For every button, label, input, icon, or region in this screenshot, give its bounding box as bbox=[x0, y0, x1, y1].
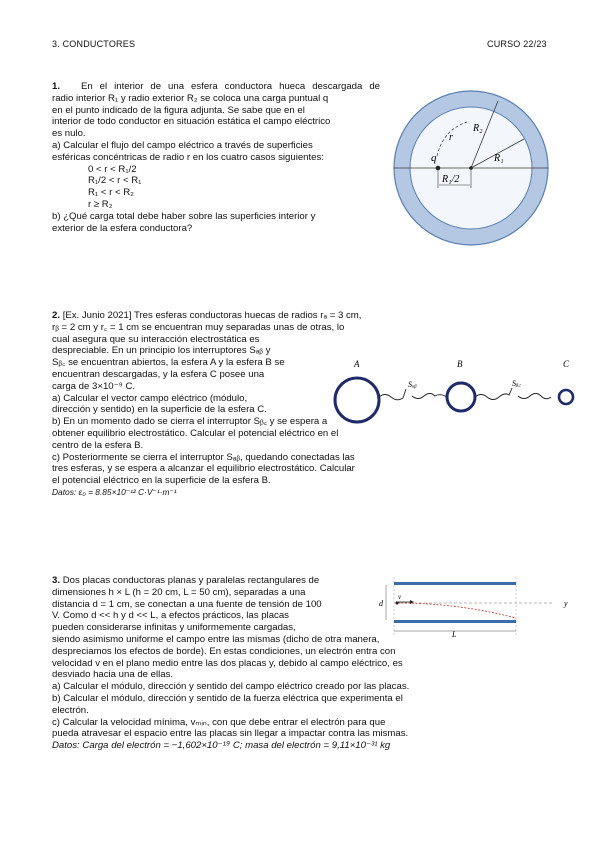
label-d: d bbox=[379, 599, 383, 608]
text-line: b) ¿Qué carga total debe haber sobre las superficies interior y bbox=[52, 210, 316, 222]
electron-trajectory bbox=[398, 603, 516, 618]
label-y: y bbox=[564, 599, 568, 608]
text-line: b) Calcular el módulo, dirección y sentido de la fuerza eléctrica que experimenta el bbox=[52, 692, 403, 704]
text-line: c) Posteriormente se cierra el interruptor Sₐᵦ, quedando conectadas las bbox=[52, 451, 355, 463]
text-line: interior de todo conductor en situación estática el campo eléctrico bbox=[52, 116, 331, 128]
label-r1: R₁ bbox=[494, 153, 504, 164]
datos-line: Datos: Carga del electrón = −1,602×10⁻¹⁹ C; masa del electrón = 9,11×10⁻³¹ kg bbox=[52, 740, 391, 752]
label-v: v bbox=[398, 593, 402, 601]
problem-number: 2. bbox=[52, 310, 61, 321]
course-label: CURSO 22/23 bbox=[487, 39, 547, 49]
label-l: L bbox=[452, 630, 457, 639]
text-line: tres esferas, y se espera a alcanzar el equilibrio electrostático. Calcular bbox=[52, 463, 355, 475]
problem-2-side-text bbox=[52, 334, 318, 417]
text-line: a) Calcular el vector campo eléctrico (módulo, bbox=[52, 392, 248, 404]
text-line: electrón. bbox=[52, 704, 89, 716]
text-line: carga de 3×10⁻⁹ C. bbox=[52, 380, 136, 392]
text-line: dirección y sentido) en la superficie de la esfera C. bbox=[52, 404, 267, 416]
problem-number: 1. bbox=[52, 81, 61, 92]
text-line: V. Como d << h y d << L, a efectos prácticos, las placas bbox=[52, 610, 289, 622]
label-r2: R₂ bbox=[473, 123, 483, 134]
text-line: pueden considerarse infinitas y uniformemente cargadas, bbox=[52, 622, 296, 634]
text-line: siendo asimismo uniforme el campo entre las mismas (dicho de otra manera, bbox=[52, 634, 380, 645]
three-spheres-figure bbox=[326, 352, 584, 430]
problem-3-body bbox=[52, 634, 552, 752]
text-line: despreciamos los efectos de borde). En estas condiciones, un electrón entra con bbox=[52, 645, 396, 657]
hollow-sphere-figure bbox=[391, 88, 551, 248]
label-sphere-a: A bbox=[354, 359, 360, 369]
case-item: R₁ < r < R₂ bbox=[88, 187, 134, 199]
switch-ab-right-wire bbox=[412, 394, 447, 399]
text-line: distancia d = 1 cm, se conectan a una fuente de tensión de 100 bbox=[52, 598, 322, 610]
label-q: q bbox=[431, 152, 437, 164]
problem-3 bbox=[52, 575, 364, 634]
text-line: obtener equilibrio electrostático. Calcular el potencial eléctrico en el bbox=[52, 427, 339, 439]
problem-number: 3. bbox=[52, 575, 61, 586]
text-line: el potencial eléctrico en la superficie de la esfera B. bbox=[52, 475, 271, 487]
parallel-plates-figure bbox=[376, 573, 576, 641]
switch-ab-left-wire bbox=[379, 389, 406, 400]
case-item: r ≥ R₂ bbox=[88, 198, 113, 210]
text-line: Dos placas conductoras planas y paralelas rectangulares de bbox=[62, 575, 320, 586]
label-switch-bc: Sᵦ꜀ bbox=[512, 379, 522, 388]
problem-2 bbox=[52, 310, 402, 334]
label-switch-ab: Sₐᵦ bbox=[408, 380, 417, 389]
text-line: a) Calcular el flujo del campo eléctrico a través de superficies bbox=[52, 139, 313, 151]
text-line: [Ex. Junio 2021] Tres esferas conductoras huecas de radios rₐ = 3 cm, bbox=[62, 310, 362, 321]
label-half-r1: R₁/2 bbox=[442, 174, 460, 185]
top-plate bbox=[394, 582, 516, 585]
text-line: esféricas concéntricas de radio r en los cuatro casos siguientes: bbox=[52, 151, 324, 163]
switch-bc-left-wire bbox=[475, 388, 512, 400]
electron-dot bbox=[396, 602, 399, 605]
sphere-c bbox=[559, 390, 573, 404]
section-title: 3. CONDUCTORES bbox=[52, 39, 136, 49]
text-line: es nulo. bbox=[52, 128, 86, 140]
text-line: despreciable. En un principio los interruptores Sₐᵦ y bbox=[52, 345, 271, 357]
text-line: Sᵦ꜀ se encuentran abiertos, la esfera A y la esfera B se bbox=[52, 357, 285, 369]
text-line: encuentran descargadas, y la esfera C posee una bbox=[52, 368, 265, 380]
text-line: desviado hacia una de ellas. bbox=[52, 669, 174, 681]
text-line: en el punto indicado de la figura adjunta. Se sabe que en el bbox=[52, 104, 305, 116]
case-item: R₁/2 < r < R₁ bbox=[88, 175, 142, 187]
datos-line: Datos: ε₀ = 8.85×10⁻¹² C·V⁻¹·m⁻¹ bbox=[52, 486, 177, 497]
text-line: cual asegura que su interacción electrostática es bbox=[52, 333, 260, 345]
text-line: dimensiones h × L (h = 20 cm, L = 50 cm), separadas a una bbox=[52, 586, 306, 598]
sphere-b bbox=[447, 383, 475, 411]
sphere-a bbox=[335, 378, 379, 422]
label-sphere-b: B bbox=[457, 359, 463, 369]
text-line: centro de la esfera B. bbox=[52, 439, 144, 451]
text-line: radio interior R₁ y radio exterior R₂ se coloca una carga puntual q bbox=[52, 92, 329, 104]
text-line: En el interior de una esfera conductora hueca descargada de bbox=[80, 81, 381, 92]
text-line: pueda atravesar el espacio entre las placas sin llegar a impactar contra las mismas. bbox=[52, 728, 409, 740]
problem-1 bbox=[52, 81, 380, 234]
text-line: exterior de la esfera conductora? bbox=[52, 222, 193, 234]
label-sphere-c: C bbox=[563, 359, 570, 369]
text-line: b) En un momento dado se cierra el interruptor Sᵦ꜀ y se espera a bbox=[52, 416, 328, 428]
switch-bc-right-wire bbox=[518, 394, 551, 399]
case-item: 0 < r < R₁/2 bbox=[88, 163, 137, 175]
text-line: velocidad v en el plano medio entre las dos placas y, debido al campo eléctrico, es bbox=[52, 657, 403, 669]
text-line: rᵦ = 2 cm y r꜀ = 1 cm se encuentran muy separadas unas de otras, lo bbox=[52, 321, 345, 333]
text-line: c) Calcular la velocidad mínima, vₘᵢₙ, con que debe entrar el electrón para que bbox=[52, 716, 386, 728]
text-line: a) Calcular el módulo, dirección y sentido del campo eléctrico creado por las placas. bbox=[52, 681, 410, 693]
label-r: r bbox=[449, 132, 453, 143]
bottom-plate bbox=[394, 620, 516, 623]
